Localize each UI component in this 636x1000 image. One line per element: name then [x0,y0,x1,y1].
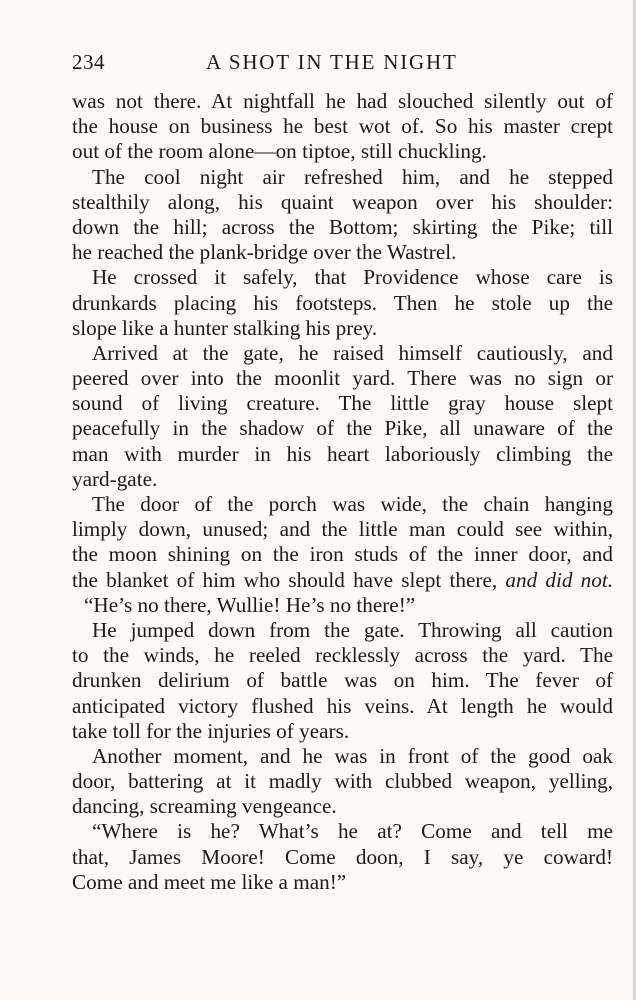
text-line: Come and meet me like a man!” [72,869,347,894]
text-line: man with murder in his heart laboriously climbing the [72,441,613,466]
text-line: dancing, screaming vengeance. [72,794,337,819]
text-line-with-italic [72,568,613,593]
text-line: the house on business he best wot of. So his master crept [72,114,613,139]
text-line: he reached the plank-bridge over the Wastrel. [72,240,457,265]
text-line: take toll for the injuries of years. [72,718,350,743]
text-line: yard-gate. [72,466,158,491]
text-line: Arrived at the gate, he raised himself cautiously, and [92,340,613,365]
text-line: He jumped down from the gate. Throwing all caution [92,617,613,642]
text-line: door, battering at it madly with clubbed weapon, yelling, [72,769,613,794]
running-title: A SHOT IN THE NIGHT [206,50,458,74]
text-line: sound of living creature. The little gray house slept [72,391,613,416]
text-line: He crossed it safely, that Providence whose care is [92,265,613,290]
body-text [72,89,613,895]
text-line: “He’s no there, Wullie! He’s no there!” [84,592,416,617]
text-line: Another moment, and he was in front of the good oak [92,743,613,768]
text-line: was not there. At nightfall he had slouched silently out of [72,89,613,113]
text-line: slope like a hunter stalking his prey. [72,315,378,340]
text-line: the moon shining on the iron studs of the inner door, and [72,542,613,567]
text-line: stealthily along, his quaint weapon over his shoulder: [72,189,613,214]
text-line: drunkards placing his footsteps. Then he stole up the [72,290,613,315]
text-line: limply down, unused; and the little man could see within, [72,517,613,542]
page-number: 234 [72,50,105,74]
text-line: drunken delirium of battle was on him. The fever of [72,668,613,693]
text-line: out of the room alone—on tiptoe, still chuckling. [72,139,487,164]
text-line: to the winds, he reeled recklessly across the yard. The [72,643,613,668]
text-line: down the hill; across the Bottom; skirting the Pike; till [72,214,613,239]
text-line: The door of the porch was wide, the chain hanging [92,492,613,516]
text-line: peered over into the moonlit yard. There was no sign or [72,366,613,391]
italic-phrase: and did not. [505,567,614,592]
text-line: anticipated victory flushed his veins. At length he would [72,693,613,718]
running-header [72,50,612,84]
text-line: “Where is he? What’s he at? Come and tell me [92,819,613,844]
text-line: that, James Moore! Come doon, I say, ye coward! [72,844,613,869]
text-line: The cool night air refreshed him, and he stepped [92,164,613,189]
text-segment: the blanket of him who should have slept there, [72,567,498,592]
text-line: peacefully in the shadow of the Pike, all unaware of the [72,416,613,441]
